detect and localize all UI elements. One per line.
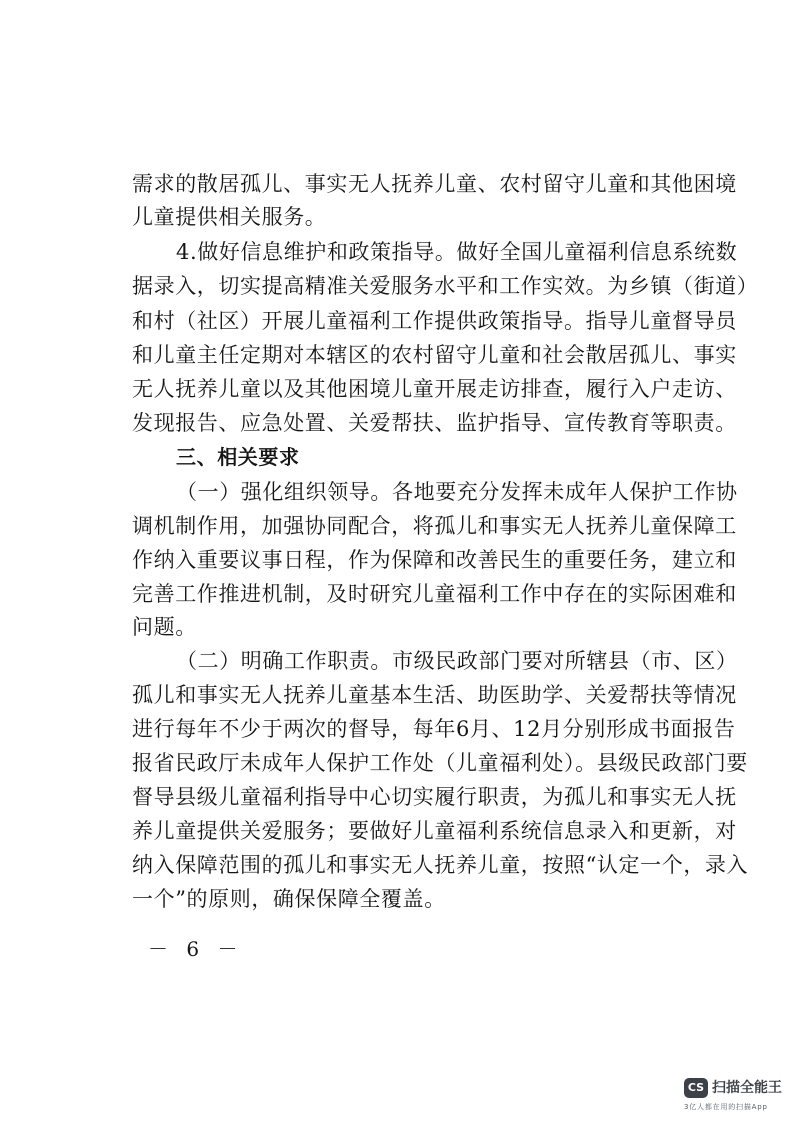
text-line-18: 报省民政厅未成年人保护工作处（儿童福利处）。县级民政部门要 [132,751,748,775]
text-line-14: 问题。 [132,615,197,639]
text-line-2: 儿童提供相关服务。 [132,205,327,229]
text-line-7: 无人抚养儿童以及其他困境儿童开展走访排查，履行入户走访、 [132,377,737,401]
text-line-17: 进行每年不少于两次的督导，每年6月、12月分别形成书面报告 [132,717,736,741]
text-line-3: 4.做好信息维护和政策指导。做好全国儿童福利信息系统数 [176,240,738,264]
text-line-8: 发现报告、应急处置、关爱帮扶、监护指导、宣传教育等职责。 [132,411,737,435]
text-line-20: 养儿童提供关爱服务；要做好儿童福利系统信息录入和更新，对 [132,819,737,843]
text-line-10: （一）强化组织领导。各地要充分发挥未成年人保护工作协 [176,480,738,504]
text-line-11: 调机制作用，加强协同配合，将孤儿和事实无人抚养儿童保障工 [132,514,737,538]
text-line-13: 完善工作推进机制，及时研究儿童福利工作中存在的实际困难和 [132,582,737,606]
camscanner-logo-icon: CS [684,1078,708,1098]
section-heading: 三、相关要求 [176,445,300,469]
page-number: － 6 － [148,937,244,961]
text-line-16: 孤儿和事实无人抚养儿童基本生活、助医助学、关爱帮扶等情况 [132,683,737,707]
text-line-15: （二）明确工作职责。市级民政部门要对所辖县（市、区） [176,649,738,673]
text-line-19: 督导县级儿童福利指导中心切实履行职责，为孤儿和事实无人抚 [132,785,737,809]
text-line-6: 和儿童主任定期对本辖区的农村留守儿童和社会散居孤儿、事实 [132,343,737,367]
text-line-4: 据录入，切实提高精准关爱服务水平和工作实效。为乡镇（街道） [132,274,759,298]
scanner-watermark [684,1077,789,1117]
text-line-22: 一个”的原则，确保保障全覆盖。 [132,887,446,911]
watermark-slogan: 3亿人都在用的扫描App [684,1103,768,1111]
text-line-1: 需求的散居孤儿、事实无人抚养儿童、农村留守儿童和其他困境 [132,172,737,196]
text-line-12: 作纳入重要议事日程，作为保障和改善民生的重要任务，建立和 [132,548,737,572]
text-line-21: 纳入保障范围的孤儿和事实无人抚养儿童，按照“认定一个，录入 [132,853,749,877]
text-line-5: 和村（社区）开展儿童福利工作提供政策指导。指导儿童督导员 [132,309,737,333]
watermark-app-name: 扫描全能王 [712,1080,782,1096]
